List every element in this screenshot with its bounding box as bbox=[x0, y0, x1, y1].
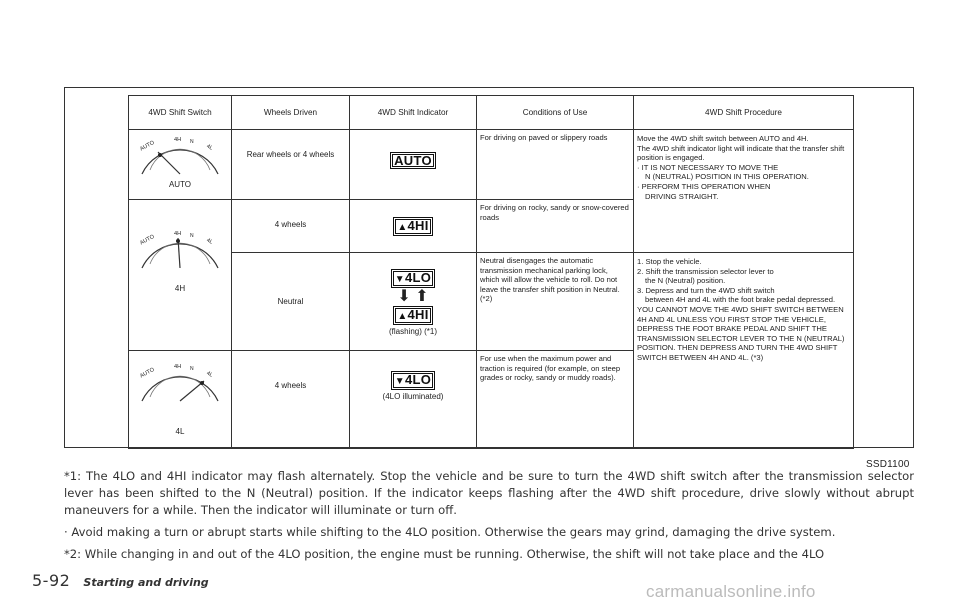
page-number: 5-92 bbox=[32, 571, 71, 590]
note-bullet: · Avoid making a turn or abrupt starts while shifting to the 4LO position. Otherwise the gears may grind, damaging the drive system. bbox=[64, 525, 836, 539]
dial-label-4h: 4H bbox=[174, 364, 182, 370]
procedure-warning: YOU CANNOT MOVE THE 4WD SHIFT SWITCH BETWEEN 4H AND 4L UNLESS YOU FIRST STOP THE VEHICLE, DEPRESS THE FOOT BRAKE PEDAL AND SHIFT THE TRANSMISSION SELECTOR LEVER TO THE N (NEUTRAL) POSITION. THEN DEPRESS AND TURN THE 4WD SHIFT SWITCH BETWEEN 4H AND 4L. (*3) bbox=[637, 304, 845, 362]
procedure-line: between 4H and 4L with the foot brake pedal depressed. bbox=[645, 295, 836, 305]
switch-cell-4l bbox=[129, 351, 232, 449]
dial-label-4l: 4L bbox=[205, 143, 214, 152]
switch-label-4h: 4H bbox=[174, 284, 186, 293]
alternating-arrows-icon: ⬇ ⬆ bbox=[397, 288, 429, 305]
dial-label-4h: 4H bbox=[174, 137, 182, 143]
4wd-shift-table bbox=[128, 95, 854, 449]
conditions-cell: For driving on rocky, sandy or snow-covered roads bbox=[477, 200, 634, 253]
4hi-indicator-icon: ▲4HI bbox=[393, 306, 432, 325]
dial-label-auto: AUTO bbox=[139, 139, 156, 153]
switch-cell-auto bbox=[129, 130, 232, 200]
wheels-cell: Rear wheels or 4 wheels bbox=[232, 130, 350, 200]
wheels-cell: Neutral bbox=[232, 253, 350, 351]
section-title: Starting and driving bbox=[83, 576, 209, 589]
dial-label-4h: 4H bbox=[174, 231, 182, 237]
figure-code: SSD1100 bbox=[866, 459, 910, 470]
dial-label-n: N bbox=[190, 233, 194, 239]
procedure-line: The 4WD shift indicator light will indicate that the transfer shift position is engaged. bbox=[637, 143, 845, 163]
dial-label-n: N bbox=[190, 139, 194, 145]
dial-label-4l: 4L bbox=[205, 237, 214, 246]
dial-label-auto: AUTO bbox=[139, 366, 156, 380]
switch-label-4l: 4L bbox=[175, 427, 185, 436]
conditions-cell: For driving on paved or slippery roads bbox=[477, 130, 634, 200]
procedure-line: the N (Neutral) position. bbox=[645, 276, 726, 286]
procedure-line: Move the 4WD shift switch between AUTO and 4H. bbox=[637, 134, 809, 143]
indicator-cell bbox=[350, 253, 477, 351]
procedure-line: N (NEUTRAL) POSITION IN THIS OPERATION. bbox=[645, 172, 809, 182]
procedure-cell-4h-4l bbox=[634, 253, 854, 449]
header-shift-switch: 4WD Shift Switch bbox=[129, 96, 232, 130]
procedure-cell-auto-4h bbox=[634, 130, 854, 253]
4h-dial-icon bbox=[136, 224, 224, 274]
table-row bbox=[129, 253, 854, 351]
indicator-cell bbox=[350, 351, 477, 449]
procedure-line: · PERFORM THIS OPERATION WHEN bbox=[637, 181, 771, 191]
auto-indicator-icon: AUTO bbox=[390, 152, 436, 169]
note-1: *1: The 4LO and 4HI indicator may flash alternately. Stop the vehicle and be sure to turn the 4WD shift switch after the transmission selector lever has been shifted to the N (Neutral) position. If the indicator keeps flashing after the 4WD shift procedure, drive slowly without abrupt maneuvers for a while. Then the indicator will illuminate or turn off. bbox=[64, 469, 914, 517]
wheels-cell: 4 wheels bbox=[232, 200, 350, 253]
header-conditions: Conditions of Use bbox=[477, 96, 634, 130]
procedure-line: 1. Stop the vehicle. bbox=[637, 257, 702, 266]
procedure-line: DRIVING STRAIGHT. bbox=[645, 191, 719, 201]
watermark: carmanualsonline.info bbox=[646, 582, 816, 601]
notes-section bbox=[64, 468, 914, 568]
note-2: *2: While changing in and out of the 4LO position, the engine must be running. Otherwise, the shift will not take place and the 4LO bbox=[64, 547, 825, 561]
dial-label-4l: 4L bbox=[205, 370, 214, 379]
procedure-line: · IT IS NOT NECESSARY TO MOVE THE bbox=[637, 162, 779, 172]
4l-dial-icon bbox=[136, 357, 224, 407]
conditions-cell: Neutral disengages the automatic transmission mechanical parking lock, which will allow the vehicle to roll. Do not leave the transfer shift position in Neutral. (*2) bbox=[477, 253, 634, 351]
header-procedure: 4WD Shift Procedure bbox=[634, 96, 854, 130]
dial-label-n: N bbox=[190, 366, 194, 372]
conditions-cell: For use when the maximum power and traction is required (for example, on steep grades or rocky, sandy or muddy roads). bbox=[477, 351, 634, 449]
procedure-line: 3. Depress and turn the 4WD shift switch bbox=[637, 285, 775, 295]
4lo-indicator-icon: ▼4LO bbox=[391, 371, 435, 390]
header-wheels-driven: Wheels Driven bbox=[232, 96, 350, 130]
page-footer bbox=[32, 571, 209, 590]
indicator-cell bbox=[350, 200, 477, 253]
dial-label-auto: AUTO bbox=[139, 233, 156, 247]
wheels-cell: 4 wheels bbox=[232, 351, 350, 449]
switch-label-auto: AUTO bbox=[168, 180, 192, 189]
indicator-note: (4LO illuminated) bbox=[382, 392, 444, 401]
indicator-cell bbox=[350, 130, 477, 200]
header-shift-indicator: 4WD Shift Indicator bbox=[350, 96, 477, 130]
procedure-line: 2. Shift the transmission selector lever to bbox=[637, 266, 774, 276]
table-header-row bbox=[129, 96, 854, 130]
auto-dial-icon bbox=[136, 130, 224, 180]
table-row bbox=[129, 130, 854, 200]
4hi-indicator-icon: ▲4HI bbox=[393, 217, 432, 236]
indicator-note: (flashing) (*1) bbox=[388, 327, 437, 336]
switch-cell-4h bbox=[129, 200, 232, 351]
4lo-indicator-icon: ▼4LO bbox=[391, 269, 435, 288]
